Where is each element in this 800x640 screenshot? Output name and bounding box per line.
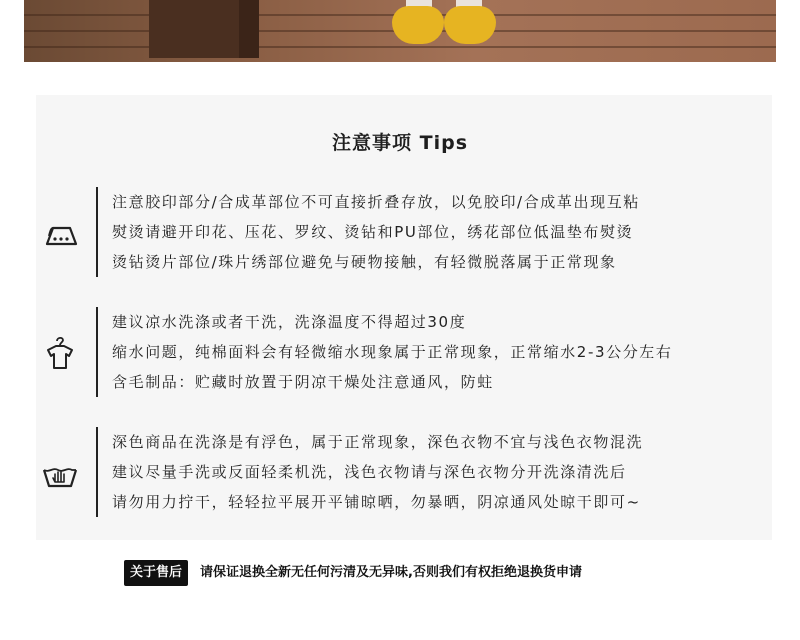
tips-section-color-care: [40, 427, 760, 517]
hang-dry-shirt-icon: [40, 333, 80, 371]
tip-line: 缩水问题，纯棉面料会有轻微缩水现象属于正常现象，正常缩水2-3公分左右: [112, 343, 673, 361]
hand-wash-icon: [40, 453, 80, 491]
tips-section-ironing: [40, 187, 760, 277]
section-divider-bar: [96, 307, 98, 397]
section-divider-bar: [96, 427, 98, 517]
tip-line: 熨烫请避开印花、压花、罗纹、烫钻和PU部位，绣花部位低温垫布熨烫: [112, 223, 634, 241]
iron-icon: [40, 213, 80, 251]
tip-line: 建议尽量手洗或反面轻柔机洗，浅色衣物请与深色衣物分开洗涤清洗后: [112, 463, 627, 481]
tip-line: 烫钻烫片部位/珠片绣部位避免与硬物接触，有轻微脱落属于正常现象: [112, 253, 617, 271]
tips-section-washing: [40, 307, 760, 397]
tip-line: 建议凉水洗涤或者干洗，洗涤温度不得超过30度: [112, 313, 467, 331]
tip-line: 深色商品在洗涤是有浮色，属于正常现象，深色衣物不宜与浅色衣物混洗: [112, 433, 644, 451]
section-divider-bar: [96, 187, 98, 277]
tip-line: 注意胶印部分/合成革部位不可直接折叠存放，以免胶印/合成革出现互粘: [112, 193, 640, 211]
after-sale-policy-text: 请保证退换全新无任何污清及无异味,否则我们有权拒绝退换货申请: [200, 565, 582, 580]
tips-title: 注意事项 Tips: [332, 132, 468, 154]
tip-line: 含毛制品：贮藏时放置于阴凉干燥处注意通风，防蛀: [112, 373, 494, 391]
product-photo-strip: [24, 0, 776, 62]
after-sale-badge: 关于售后: [124, 560, 188, 586]
tip-line: 请勿用力拧干，轻轻拉平展开平铺晾晒，勿暴晒，阴凉通风处晾干即可~: [112, 493, 641, 511]
